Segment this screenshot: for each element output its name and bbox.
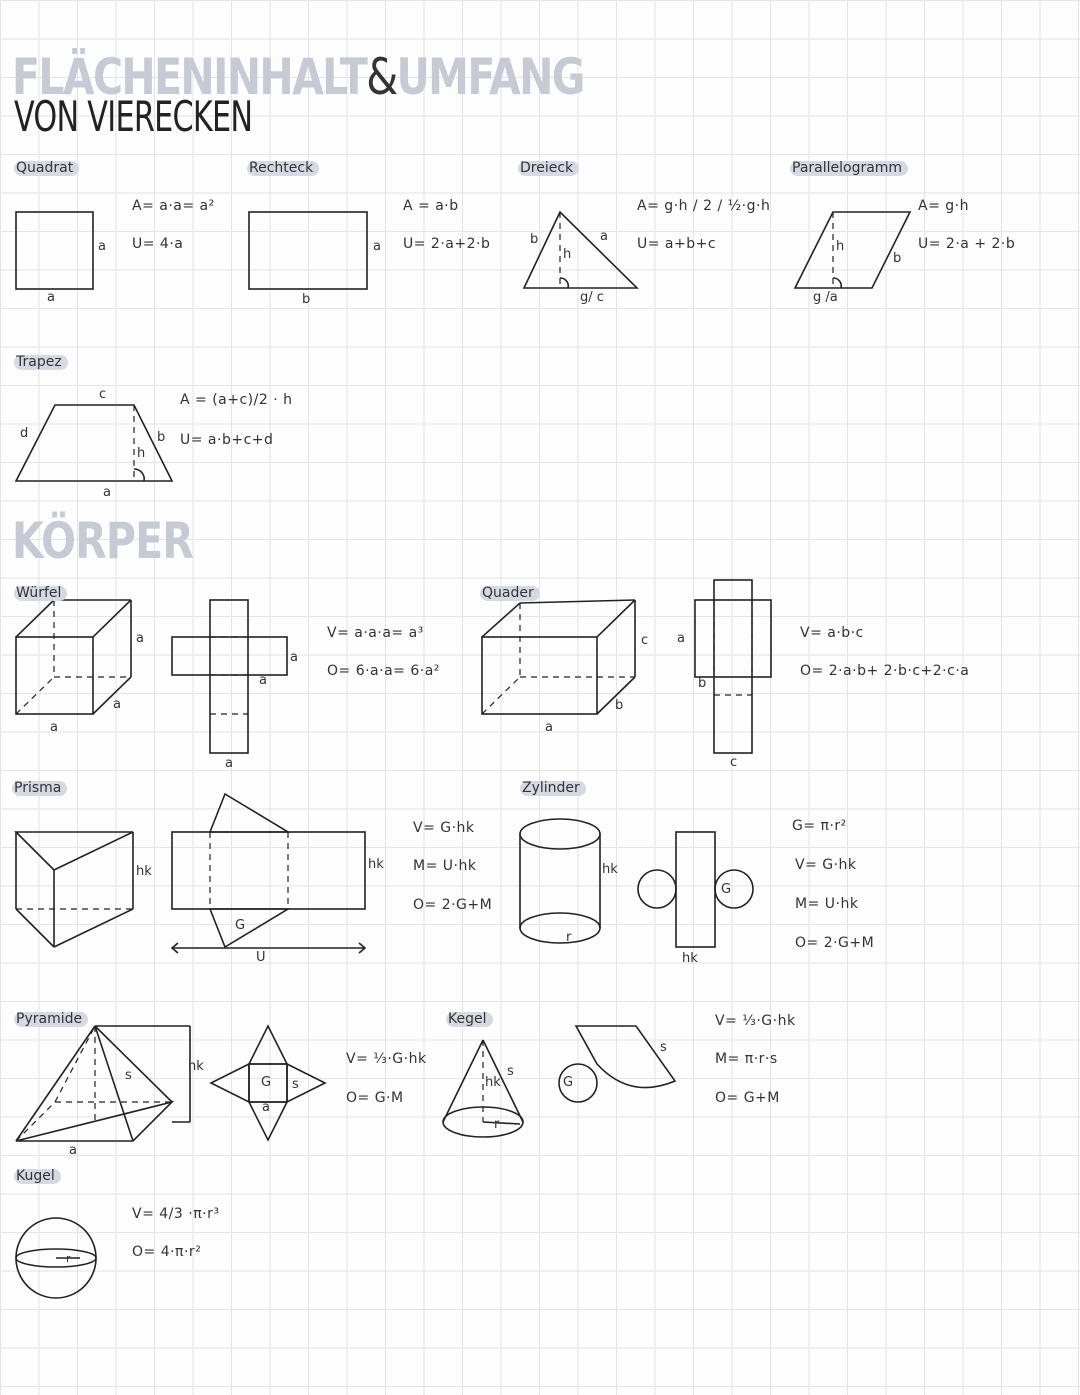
dreieck-figure	[524, 212, 637, 288]
trapez-figure	[16, 405, 172, 481]
prisma-net	[172, 794, 365, 953]
quader-formula-surface: O= 2·a·b+ 2·b·c+2·c·a	[800, 663, 970, 679]
zylinder-formula-mantle: M= U·hk	[795, 896, 859, 912]
wuerfel-net-label-1: a	[290, 650, 298, 665]
zylinder-formula-volume: V= G·hk	[795, 857, 857, 873]
parallelogramm-formula-perimeter: U= 2·a + 2·b	[918, 236, 1016, 252]
pyramide-net-a-label: a	[262, 1100, 270, 1115]
trapez-formula-perimeter: U= a·b+c+d	[180, 432, 274, 448]
trapez-formula-area: A = (a+c)/2 · h	[180, 392, 293, 408]
kugel-figure	[16, 1218, 96, 1298]
tag-parallelogramm: Parallelogramm	[790, 161, 908, 176]
quader-net-b-label: b	[698, 676, 707, 691]
quadrat-formula-perimeter: U= 4·a	[132, 236, 184, 252]
trapez-height-label: h	[137, 446, 146, 461]
zylinder-net-hk-label: hk	[682, 951, 698, 966]
pyramide-formula-surface: O= G·M	[346, 1090, 404, 1106]
prisma-net-g-label: G	[235, 918, 246, 933]
quadrat-bottom-label: a	[47, 290, 55, 305]
zylinder-formula-base: G= π·r²	[792, 818, 847, 834]
kegel-r-label: r	[494, 1117, 500, 1132]
kegel-formula-volume: V= ⅓·G·hk	[715, 1013, 796, 1029]
dreieck-height-label: h	[563, 247, 572, 262]
title-ampersand: &	[366, 48, 397, 106]
tag-dreieck: Dreieck	[518, 161, 579, 176]
pyramide-net-g-label: G	[261, 1075, 272, 1090]
quader-figure	[482, 600, 635, 714]
prisma-formula-mantle: M= U·hk	[413, 858, 477, 874]
wuerfel-edge-label-1: a	[136, 631, 144, 646]
parallelogramm-side-label: b	[893, 251, 902, 266]
kugel-r-label: r	[66, 1252, 71, 1265]
trapez-left-label: d	[20, 426, 29, 441]
prisma-formula-surface: O= 2·G+M	[413, 897, 493, 913]
parallelogramm-formula-area: A= g·h	[918, 198, 969, 214]
parallelogramm-bottom-label: g /a	[813, 290, 838, 305]
rechteck-formula-area: A = a·b	[403, 198, 459, 214]
page-subtitle: VON VIERECKEN	[14, 92, 253, 141]
kugel-formula-surface: O= 4·π·r²	[132, 1244, 202, 1260]
prisma-net-u-label: U	[256, 950, 266, 965]
tag-kegel: Kegel	[446, 1012, 493, 1027]
dreieck-right-label: a	[600, 229, 608, 244]
prisma-hk-label: hk	[136, 864, 152, 879]
quadrat-side-label: a	[98, 239, 106, 254]
wuerfel-net-label-3: a	[225, 756, 233, 771]
zylinder-net	[638, 832, 753, 947]
kegel-figure	[443, 1040, 523, 1137]
rechteck-side-label: a	[373, 239, 381, 254]
tag-quader: Quader	[480, 586, 540, 601]
prisma-net-hk-label: hk	[368, 857, 384, 872]
tag-pyramide: Pyramide	[14, 1012, 88, 1027]
zylinder-hk-label: hk	[602, 862, 618, 877]
pyramide-figure	[16, 1026, 190, 1141]
tag-prisma: Prisma	[12, 781, 67, 796]
kegel-net-s-label: s	[660, 1040, 667, 1055]
tag-rechteck: Rechteck	[247, 161, 319, 176]
zylinder-net-g-label: G	[721, 882, 732, 897]
rechteck-bottom-label: b	[302, 292, 311, 307]
quader-net-c-label: c	[730, 755, 738, 770]
tag-trapez: Trapez	[14, 355, 68, 370]
tag-zylinder: Zylinder	[520, 781, 586, 796]
rechteck-formula-perimeter: U= 2·a+2·b	[403, 236, 491, 252]
kegel-formula-surface: O= G+M	[715, 1090, 780, 1106]
wuerfel-edge-label-3: a	[50, 720, 58, 735]
trapez-right-label: b	[157, 430, 166, 445]
quader-c-label: c	[641, 633, 649, 648]
wuerfel-formula-surface: O= 6·a·a= 6·a²	[327, 663, 440, 679]
quadrat-figure	[16, 212, 93, 289]
prisma-formula-volume: V= G·hk	[413, 820, 475, 836]
quader-b-label: b	[615, 698, 624, 713]
pyramide-net-s-label: s	[292, 1077, 299, 1092]
rechteck-figure	[249, 212, 367, 289]
quader-net	[695, 580, 771, 753]
parallelogramm-height-label: h	[836, 239, 845, 254]
wuerfel-net	[172, 600, 287, 753]
quader-formula-volume: V= a·b·c	[800, 625, 864, 641]
section-title-koerper: KÖRPER	[12, 512, 194, 570]
title-part1: FLÄCHENINHALT	[12, 48, 367, 106]
quader-a-label: a	[545, 720, 553, 735]
title-part2: UMFANG	[396, 48, 584, 106]
zylinder-formula-surface: O= 2·G+M	[795, 935, 875, 951]
dreieck-formula-area: A= g·h / 2 / ½·g·h	[637, 198, 771, 214]
wuerfel-edge-label-2: a	[113, 697, 121, 712]
pyramide-hk-label: hk	[188, 1059, 204, 1074]
wuerfel-net-label-2: a	[259, 673, 267, 688]
dreieck-bottom-label: g/ c	[580, 290, 604, 305]
kegel-net-g-label: G	[563, 1075, 574, 1090]
kegel-s-label: s	[507, 1064, 514, 1079]
dreieck-left-label: b	[530, 232, 539, 247]
kegel-hk-label: hk	[485, 1075, 501, 1090]
pyramide-a-label: a	[69, 1143, 77, 1158]
trapez-bottom-label: a	[103, 485, 111, 500]
dreieck-formula-perimeter: U= a+b+c	[637, 236, 717, 252]
trapez-top-label: c	[99, 387, 107, 402]
kugel-formula-volume: V= 4/3 ·π·r³	[132, 1206, 220, 1222]
wuerfel-formula-volume: V= a·a·a= a³	[327, 625, 424, 641]
parallelogramm-figure	[795, 212, 910, 288]
tag-wuerfel: Würfel	[14, 586, 67, 601]
prisma-figure	[16, 832, 133, 947]
pyramide-formula-volume: V= ⅓·G·hk	[346, 1051, 427, 1067]
tag-kugel: Kugel	[14, 1169, 61, 1184]
tag-quadrat: Quadrat	[14, 161, 79, 176]
zylinder-r-label: r	[566, 930, 572, 945]
quader-net-a-label: a	[677, 631, 685, 646]
pyramide-s-label: s	[125, 1068, 132, 1083]
kegel-net	[559, 1026, 675, 1102]
zylinder-figure	[520, 819, 600, 943]
quadrat-formula-area: A= a·a= a²	[132, 198, 215, 214]
kegel-formula-mantle: M= π·r·s	[715, 1051, 778, 1067]
